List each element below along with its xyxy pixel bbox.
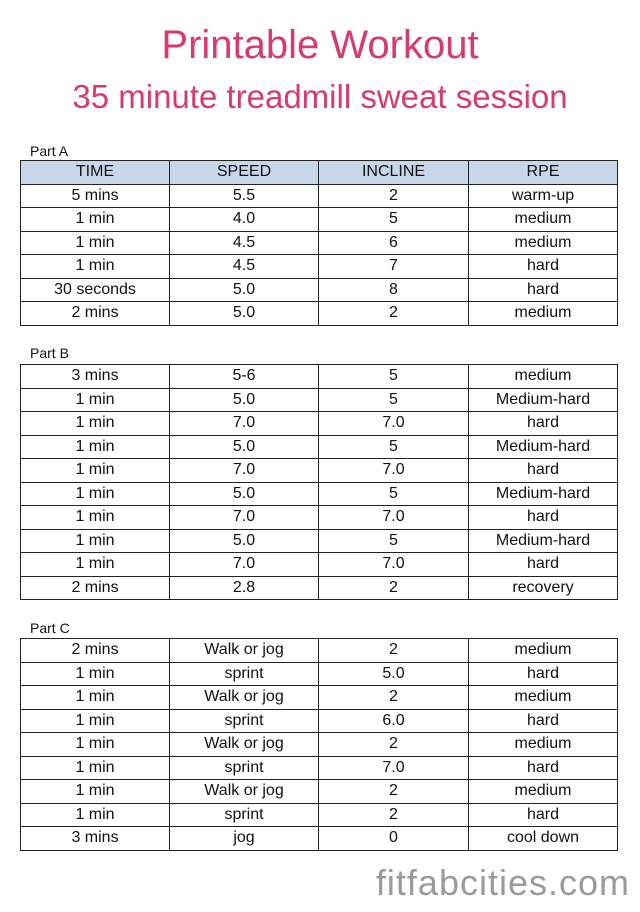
cell-time: 1 min: [21, 412, 170, 436]
cell-time: 1 min: [21, 756, 170, 780]
table-row: [21, 365, 618, 389]
cell-time: 1 min: [21, 506, 170, 530]
cell-speed: 5.0: [170, 529, 319, 553]
cell-rpe: medium: [469, 208, 618, 232]
table-row: [21, 255, 618, 279]
cell-rpe: hard: [469, 506, 618, 530]
cell-speed: 5.0: [170, 302, 319, 326]
table-row: [21, 709, 618, 733]
part-a-label: Part A: [30, 143, 69, 159]
cell-speed: 5.0: [170, 388, 319, 412]
table-row: [21, 459, 618, 483]
cell-rpe: hard: [469, 803, 618, 827]
cell-rpe: hard: [469, 255, 618, 279]
cell-incline: 6.0: [319, 709, 469, 733]
cell-rpe: cool down: [469, 827, 618, 851]
column-header-speed: SPEED: [170, 161, 319, 185]
cell-rpe: hard: [469, 709, 618, 733]
cell-rpe: medium: [469, 780, 618, 804]
table-row: [21, 412, 618, 436]
table-row: [21, 278, 618, 302]
cell-incline: 0: [319, 827, 469, 851]
cell-speed: 5.0: [170, 278, 319, 302]
cell-time: 1 min: [21, 231, 170, 255]
cell-time: 1 min: [21, 435, 170, 459]
table-header-row: [21, 161, 618, 185]
cell-speed: sprint: [170, 709, 319, 733]
cell-rpe: medium: [469, 639, 618, 663]
cell-time: 30 seconds: [21, 278, 170, 302]
cell-time: 1 min: [21, 733, 170, 757]
table-row: [21, 184, 618, 208]
cell-incline: 2: [319, 302, 469, 326]
cell-time: 1 min: [21, 459, 170, 483]
cell-rpe: hard: [469, 553, 618, 577]
part-c-table: [20, 638, 618, 851]
table-row: [21, 231, 618, 255]
part-b-label: Part B: [30, 345, 69, 361]
cell-incline: 2: [319, 733, 469, 757]
table-row: [21, 482, 618, 506]
cell-incline: 5: [319, 208, 469, 232]
cell-incline: 2: [319, 780, 469, 804]
cell-incline: 2: [319, 803, 469, 827]
cell-incline: 5.0: [319, 662, 469, 686]
cell-incline: 5: [319, 388, 469, 412]
cell-time: 3 mins: [21, 827, 170, 851]
cell-speed: sprint: [170, 756, 319, 780]
cell-incline: 7: [319, 255, 469, 279]
cell-speed: Walk or jog: [170, 639, 319, 663]
table-row: [21, 756, 618, 780]
cell-speed: Walk or jog: [170, 780, 319, 804]
cell-incline: 8: [319, 278, 469, 302]
cell-rpe: medium: [469, 733, 618, 757]
cell-speed: 4.0: [170, 208, 319, 232]
cell-time: 1 min: [21, 803, 170, 827]
table-row: [21, 529, 618, 553]
table-row: [21, 686, 618, 710]
cell-incline: 2: [319, 576, 469, 600]
cell-speed: 7.0: [170, 412, 319, 436]
cell-time: 1 min: [21, 482, 170, 506]
cell-time: 2 mins: [21, 639, 170, 663]
column-header-rpe: RPE: [469, 161, 618, 185]
cell-rpe: medium: [469, 231, 618, 255]
table-row: [21, 435, 618, 459]
cell-speed: jog: [170, 827, 319, 851]
cell-rpe: medium: [469, 302, 618, 326]
cell-incline: 2: [319, 639, 469, 663]
cell-rpe: medium: [469, 686, 618, 710]
cell-rpe: hard: [469, 662, 618, 686]
cell-incline: 7.0: [319, 506, 469, 530]
cell-rpe: recovery: [469, 576, 618, 600]
cell-speed: 7.0: [170, 553, 319, 577]
cell-time: 1 min: [21, 780, 170, 804]
table-row: [21, 302, 618, 326]
cell-speed: 5.5: [170, 184, 319, 208]
cell-time: 1 min: [21, 208, 170, 232]
table-row: [21, 576, 618, 600]
part-b-table: [20, 364, 618, 600]
table-row: [21, 662, 618, 686]
cell-incline: 7.0: [319, 553, 469, 577]
cell-speed: 4.5: [170, 255, 319, 279]
table-row: [21, 506, 618, 530]
cell-rpe: hard: [469, 459, 618, 483]
cell-rpe: Medium-hard: [469, 482, 618, 506]
cell-incline: 5: [319, 365, 469, 389]
cell-speed: 4.5: [170, 231, 319, 255]
part-c-label: Part C: [30, 620, 70, 636]
cell-rpe: Medium-hard: [469, 388, 618, 412]
cell-time: 5 mins: [21, 184, 170, 208]
cell-time: 1 min: [21, 553, 170, 577]
page-title: Printable Workout: [161, 23, 479, 67]
cell-speed: 5.0: [170, 482, 319, 506]
cell-incline: 2: [319, 686, 469, 710]
cell-speed: sprint: [170, 803, 319, 827]
cell-incline: 7.0: [319, 459, 469, 483]
cell-rpe: hard: [469, 412, 618, 436]
cell-time: 2 mins: [21, 302, 170, 326]
cell-rpe: warm-up: [469, 184, 618, 208]
cell-speed: Walk or jog: [170, 686, 319, 710]
cell-speed: 5-6: [170, 365, 319, 389]
column-header-time: TIME: [21, 161, 170, 185]
cell-speed: 5.0: [170, 435, 319, 459]
cell-incline: 5: [319, 482, 469, 506]
cell-rpe: hard: [469, 278, 618, 302]
cell-speed: 7.0: [170, 506, 319, 530]
cell-time: 1 min: [21, 686, 170, 710]
cell-time: 1 min: [21, 529, 170, 553]
table-row: [21, 733, 618, 757]
table-row: [21, 208, 618, 232]
cell-incline: 6: [319, 231, 469, 255]
cell-incline: 2: [319, 184, 469, 208]
part-a-table: [20, 160, 618, 326]
cell-speed: 2.8: [170, 576, 319, 600]
cell-rpe: medium: [469, 365, 618, 389]
cell-time: 1 min: [21, 709, 170, 733]
page-subtitle: 35 minute treadmill sweat session: [72, 78, 568, 115]
cell-incline: 7.0: [319, 412, 469, 436]
column-header-incline: INCLINE: [319, 161, 469, 185]
cell-time: 3 mins: [21, 365, 170, 389]
table-row: [21, 780, 618, 804]
cell-speed: sprint: [170, 662, 319, 686]
table-row: [21, 553, 618, 577]
cell-rpe: hard: [469, 756, 618, 780]
watermark: fitfabcities.com: [375, 862, 630, 903]
cell-incline: 5: [319, 529, 469, 553]
cell-rpe: Medium-hard: [469, 529, 618, 553]
cell-rpe: Medium-hard: [469, 435, 618, 459]
table-row: [21, 827, 618, 851]
cell-time: 1 min: [21, 388, 170, 412]
table-row: [21, 803, 618, 827]
cell-speed: 7.0: [170, 459, 319, 483]
cell-time: 1 min: [21, 662, 170, 686]
cell-incline: 5: [319, 435, 469, 459]
cell-time: 1 min: [21, 255, 170, 279]
cell-speed: Walk or jog: [170, 733, 319, 757]
table-row: [21, 388, 618, 412]
cell-time: 2 mins: [21, 576, 170, 600]
cell-incline: 7.0: [319, 756, 469, 780]
table-row: [21, 639, 618, 663]
